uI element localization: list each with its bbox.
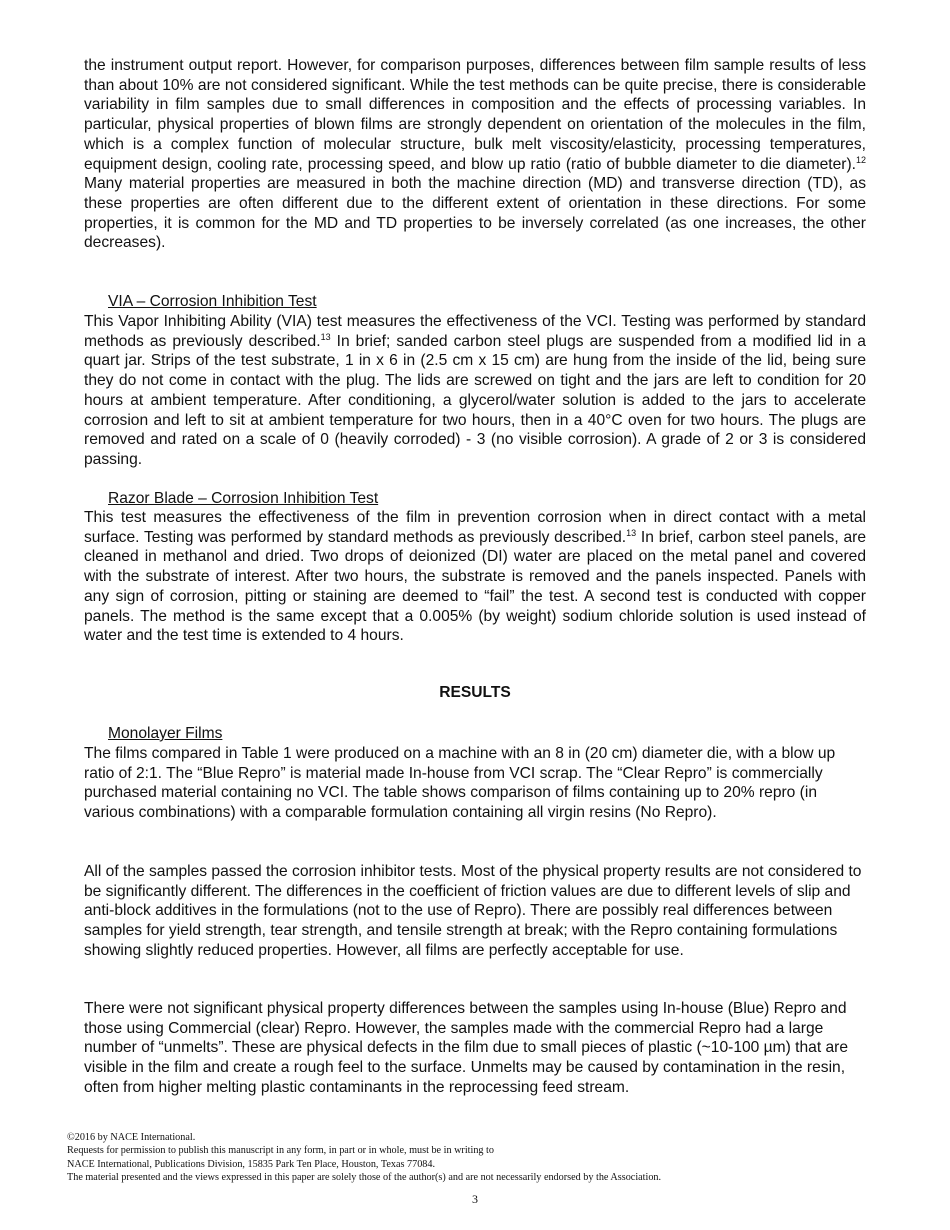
results-paragraph-1: The films compared in Table 1 were produced on a machine with an 8 in (20 cm) diameter die, with a blow up ratio of 2:1. The “Blue Repro” is material made In-house from VCI scrap. The “Clear Repro” is commercially purchased material containing no VCI. The table shows comparison of films containing up to 20% repro (in various combinations) with a comparable formulation containing all virgin resins (No Repro).: [84, 745, 836, 822]
footnote-ref-13: 13: [626, 527, 637, 538]
razor-section-heading: Razor Blade – Corrosion Inhibition Test: [108, 490, 379, 507]
results-paragraph-2: All of the samples passed the corrosion inhibitor tests. Most of the physical property results are not considered to be significantly different. The differences in the coefficient of friction values are due to different levels of slip and anti-block additives in the formulations (not to the use of Repro). There are possibly real differences between samples for yield strength, tear strength, and tensile strength at break; with the Repro containing formulations showing slightly reduced properties. However, all films are perfectly acceptable for use.: [84, 863, 862, 959]
footnote-ref-12: 12: [855, 154, 866, 165]
via-text-part2: In brief; sanded carbon steel plugs are suspended from a modified lid in a quart jar. Strips of the test substrate, 1 in x 6 in (2.5 cm x 15 cm) are hung from the inside of the lid, being sure they do not come in contact with the plug. The lids are screwed on tight and the jars are left to condition for 20 hours at ambient temperature. After conditioning, a glycerol/water solution is added to the jars to accelerate corrosion and left to sit at ambient temperature for two hours, then in a 40°C oven for two hours. The plugs are removed and rated on a scale of 0 (heavily corroded) - 3 (no visible corrosion). A grade of 2 or 3 is considered passing.: [84, 332, 866, 468]
footer-address: NACE International, Publications Division, 15835 Park Ten Place, Houston, Texas 77084.: [67, 1158, 436, 1170]
via-section-paragraph: [84, 312, 866, 470]
footer-permission: Requests for permission to publish this manuscript in any form, in part or in whole, must be in writing to: [67, 1145, 494, 1157]
via-section-heading: VIA – Corrosion Inhibition Test: [108, 293, 317, 310]
monolayer-films-heading: Monolayer Films: [108, 725, 223, 742]
copyright-footer: [67, 1131, 887, 1185]
results-paragraph-3: There were not significant physical property differences between the samples using In-house (Blue) Repro and those using Commercial (clear) Repro. However, the samples made with the commercial Repro had a large number of “unmelts”. These are physical defects in the film due to small pieces of plastic (~10-100 µm) that are visible in the film and create a rough feel to the surface. Unmelts may be caused by contamination in the resin, often from higher melting plastic contaminants in the reprocessing feed stream.: [84, 1000, 849, 1096]
intro-paragraph: [84, 56, 866, 253]
footer-copyright: ©2016 by NACE International.: [67, 1132, 196, 1143]
footnote-ref-13: 13: [320, 331, 331, 342]
intro-text-part1: the instrument output report. However, for comparison purposes, differences between film sample results of less than about 10% are not considered significant. While the test methods can be quite precise, there is considerable variability in film samples due to small differences in composition and the effects of processing variables. In particular, physical properties of blown films are strongly dependent on orientation of the molecules in the film, which is a complex function of molecular structure, bulk melt viscosity/elasticity, processing temperatures, equipment design, cooling rate, processing speed, and blow up ratio (ratio of bubble diameter to die diameter).: [84, 57, 866, 173]
footer-disclaimer: The material presented and the views expressed in this paper are solely those of the author(s) and are not necessarily endorsed by the Association.: [67, 1172, 662, 1184]
razor-text-part1: This test measures the effectiveness of the film in prevention corrosion when in direct contact with a metal surface. Testing was performed by standard methods as previously described.: [84, 509, 866, 546]
razor-section-paragraph: [84, 508, 866, 646]
results-heading: RESULTS: [439, 684, 511, 701]
page-number: 3: [472, 1192, 478, 1206]
via-text-part1: This Vapor Inhibiting Ability (VIA) test measures the effectiveness of the VCI. Testing was performed by standard methods as previously described.: [84, 313, 866, 350]
intro-text-part2: Many material properties are measured in both the machine direction (MD) and transverse direction (TD), as these properties are often different due to the different extent of orientation in these directions. For some properties, it is common for the MD and TD properties to be inversely correlated (as one increases, the other decreases).: [84, 175, 866, 252]
razor-text-part2: In brief, carbon steel panels, are cleaned in methanol and dried. Two drops of deionized (DI) water are placed on the metal panel and covered with the substrate of interest. After two hours, the substrate is removed and the panels inspected. Panels with any sign of corrosion, pitting or staining are deemed to “fail” the test. A second test is conducted with copper panels. The method is the same except that a 0.005% (by weight) sodium chloride solution is used instead of water and the test time is extended to 4 hours.: [84, 528, 867, 645]
